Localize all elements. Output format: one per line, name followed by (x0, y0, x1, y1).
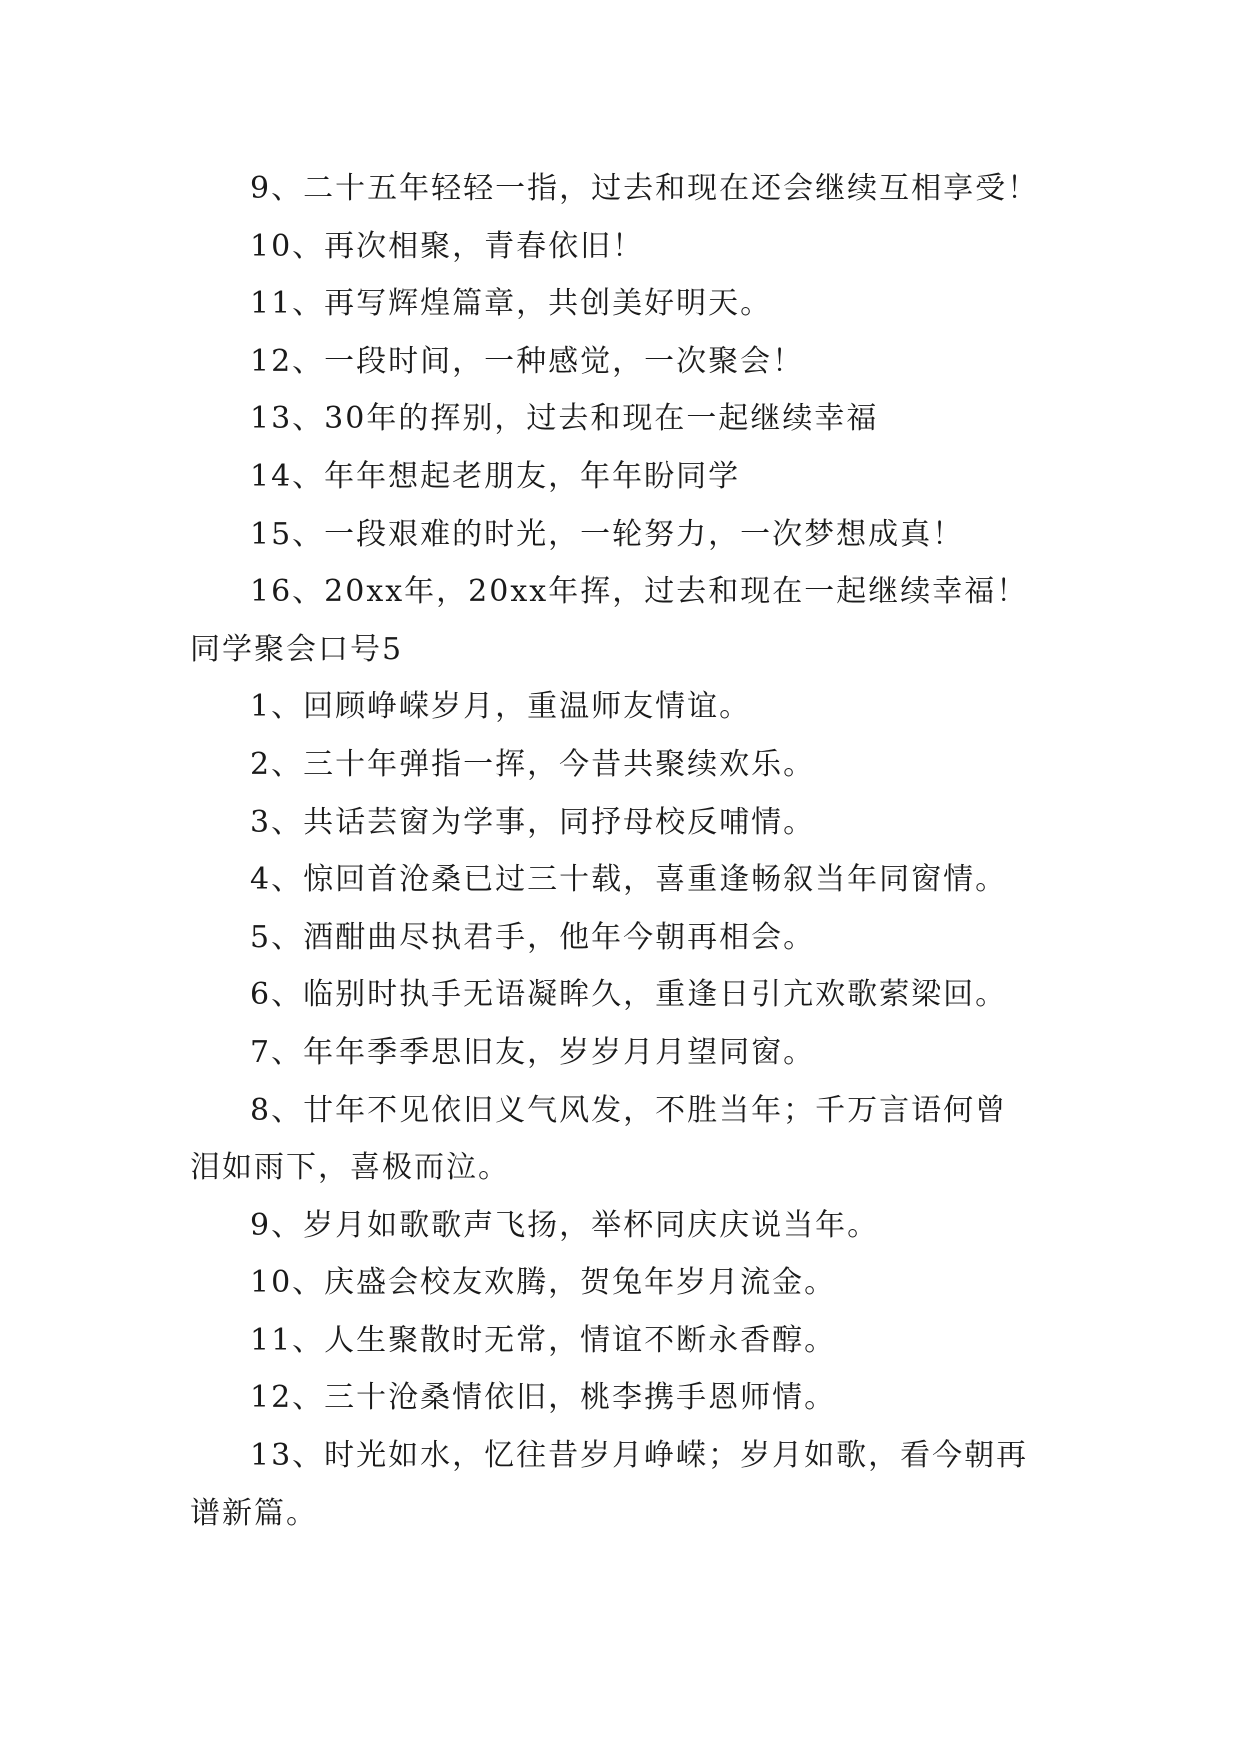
list-item: 12、三十沧桑情依旧，桃李携手恩师情。 (250, 1380, 837, 1416)
list-item: 16、20xx年，20xx年挥，过去和现在一起继续幸福！ (250, 574, 1029, 610)
list-item: 15、一段艰难的时光，一轮努力，一次梦想成真！ (250, 516, 965, 552)
list-item-continuation: 谱新篇。 (190, 1495, 318, 1531)
list-item: 8、廿年不见依旧义气风发，不胜当年；千万言语何曾 (250, 1092, 1008, 1128)
list-item: 11、人生聚散时无常，情谊不断永香醇。 (250, 1322, 837, 1358)
list-item-continuation: 泪如雨下，喜极而泣。 (190, 1150, 510, 1186)
list-item: 4、惊回首沧桑已过三十载，喜重逢畅叙当年同窗情。 (250, 862, 1008, 898)
list-item: 10、庆盛会校友欢腾，贺兔年岁月流金。 (250, 1265, 837, 1301)
list-item: 5、酒酣曲尽执君手，他年今朝再相会。 (250, 919, 816, 955)
list-item: 1、回顾峥嵘岁月，重温师友情谊。 (250, 689, 752, 725)
list-item: 9、二十五年轻轻一指，过去和现在还会继续互相享受！ (250, 171, 1040, 206)
list-item: 9、岁月如歌歌声飞扬，举杯同庆庆说当年。 (250, 1207, 880, 1243)
list-item: 7、年年季季思旧友，岁岁月月望同窗。 (250, 1034, 816, 1070)
list-item: 6、临别时执手无语凝眸久，重逢日引亢欢歌萦梁回。 (250, 977, 1008, 1013)
list-item: 10、再次相聚，青春依旧！ (250, 228, 645, 264)
section-heading: 同学聚会口号5 (190, 631, 404, 667)
list-item: 3、共话芸窗为学事，同抒母校反哺情。 (250, 804, 816, 840)
list-item: 13、时光如水，忆往昔岁月峥嵘；岁月如歌，看今朝再 (250, 1438, 1029, 1474)
list-item: 11、再写辉煌篇章，共创美好明天。 (250, 286, 773, 322)
list-item: 14、年年想起老朋友，年年盼同学 (250, 458, 741, 494)
document-body (190, 160, 1050, 1542)
list-item: 13、30年的挥别，过去和现在一起继续幸福 (250, 401, 879, 437)
list-item: 2、三十年弹指一挥，今昔共聚续欢乐。 (250, 746, 816, 782)
list-item: 12、一段时间，一种感觉，一次聚会！ (250, 343, 805, 379)
